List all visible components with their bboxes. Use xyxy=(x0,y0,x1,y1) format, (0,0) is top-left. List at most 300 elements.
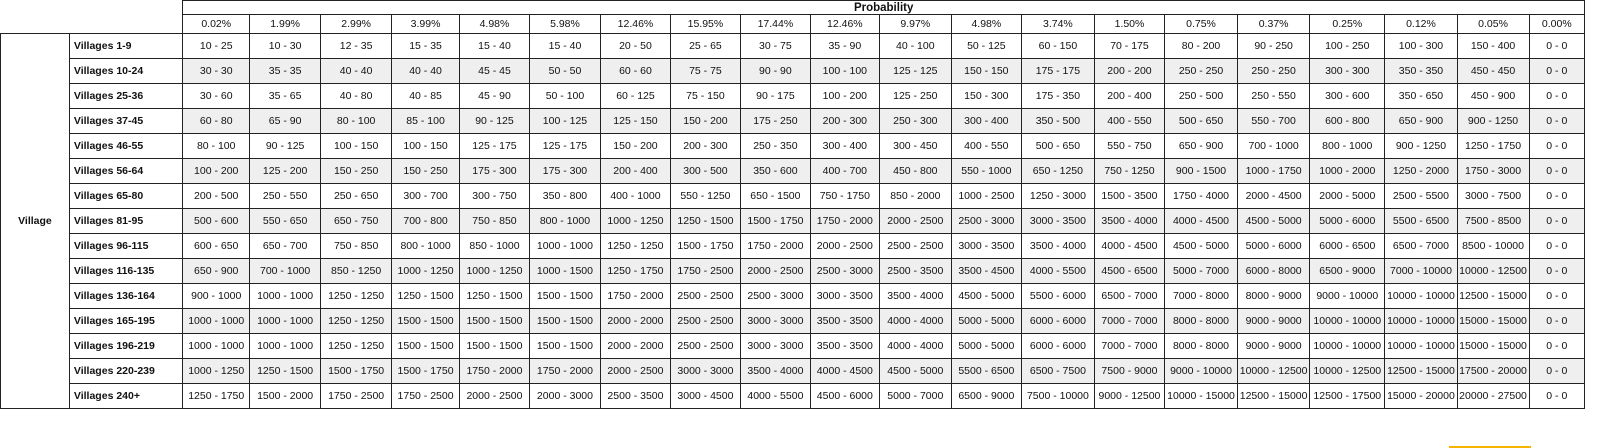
table-row xyxy=(1,334,1585,359)
table-cell: 300 - 300 xyxy=(1310,59,1385,84)
table-cell: 10 - 25 xyxy=(183,34,250,59)
table-cell: 3000 - 3500 xyxy=(951,234,1021,259)
table-cell: 4500 - 6500 xyxy=(1094,259,1164,284)
table-cell: 200 - 400 xyxy=(600,159,670,184)
table-cell: 4000 - 5500 xyxy=(740,384,810,409)
table-cell: 650 - 900 xyxy=(1164,134,1237,159)
table-cell: 2000 - 2500 xyxy=(459,384,529,409)
row-label: Villages 65-80 xyxy=(69,184,182,209)
table-cell: 3500 - 3500 xyxy=(810,334,879,359)
table-cell: 2500 - 2500 xyxy=(670,334,740,359)
table-cell: 10000 - 15000 xyxy=(1164,384,1237,409)
table-cell: 900 - 1500 xyxy=(1164,159,1237,184)
row-label: Villages 136-164 xyxy=(69,284,182,309)
table-cell: 150 - 250 xyxy=(392,159,460,184)
table-cell: 9000 - 12500 xyxy=(1094,384,1164,409)
table-cell: 17500 - 20000 xyxy=(1457,359,1529,384)
table-cell: 1500 - 1500 xyxy=(529,284,600,309)
table-cell: 750 - 1750 xyxy=(810,184,879,209)
table-cell: 1750 - 2000 xyxy=(459,359,529,384)
table-cell: 40 - 40 xyxy=(392,59,460,84)
table-cell: 3500 - 4000 xyxy=(740,359,810,384)
table-cell: 4000 - 4500 xyxy=(810,359,879,384)
table-cell: 125 - 250 xyxy=(879,84,951,109)
table-cell: 5500 - 6500 xyxy=(1385,209,1457,234)
table-cell: 3500 - 3500 xyxy=(810,309,879,334)
table-cell: 3000 - 3000 xyxy=(670,359,740,384)
table-cell: 85 - 100 xyxy=(392,109,460,134)
table-row xyxy=(1,284,1585,309)
probability-header-cell: 1.99% xyxy=(250,15,321,34)
table-cell: 1250 - 1250 xyxy=(321,309,392,334)
probability-header-cell: 12.46% xyxy=(810,15,879,34)
table-cell: 125 - 150 xyxy=(600,109,670,134)
table-cell: 0 - 0 xyxy=(1529,159,1584,184)
table-cell: 12500 - 15000 xyxy=(1457,284,1529,309)
row-label: Villages 96-115 xyxy=(69,234,182,259)
table-cell: 100 - 150 xyxy=(321,134,392,159)
table-cell: 150 - 200 xyxy=(670,109,740,134)
table-cell: 4000 - 4500 xyxy=(1094,234,1164,259)
table-cell: 60 - 80 xyxy=(183,109,250,134)
table-row xyxy=(1,59,1585,84)
table-cell: 0 - 0 xyxy=(1529,284,1584,309)
table-cell: 1250 - 1500 xyxy=(392,284,460,309)
table-cell: 5000 - 7000 xyxy=(879,384,951,409)
table-cell: 125 - 125 xyxy=(879,59,951,84)
table-cell: 1000 - 1500 xyxy=(529,259,600,284)
table-cell: 1750 - 2000 xyxy=(810,209,879,234)
table-cell: 1250 - 1250 xyxy=(321,284,392,309)
table-cell: 12500 - 15000 xyxy=(1385,359,1457,384)
table-cell: 10000 - 10000 xyxy=(1310,334,1385,359)
table-cell: 1250 - 1750 xyxy=(1457,134,1529,159)
table-cell: 1250 - 1500 xyxy=(670,209,740,234)
row-label: Villages 10-24 xyxy=(69,59,182,84)
table-cell: 600 - 800 xyxy=(1310,109,1385,134)
table-cell: 300 - 750 xyxy=(459,184,529,209)
table-cell: 200 - 500 xyxy=(183,184,250,209)
table-cell: 4000 - 4000 xyxy=(879,309,951,334)
row-label: Villages 25-36 xyxy=(69,84,182,109)
table-cell: 1250 - 2000 xyxy=(1385,159,1457,184)
table-cell: 150 - 200 xyxy=(600,134,670,159)
probability-header-cell: 1.50% xyxy=(1094,15,1164,34)
table-cell: 2500 - 2500 xyxy=(879,234,951,259)
table-cell: 1750 - 2500 xyxy=(392,384,460,409)
table-cell: 0 - 0 xyxy=(1529,34,1584,59)
table-cell: 4000 - 4000 xyxy=(879,334,951,359)
table-cell: 10000 - 10000 xyxy=(1385,284,1457,309)
table-cell: 6500 - 9000 xyxy=(951,384,1021,409)
table-cell: 800 - 1000 xyxy=(529,209,600,234)
table-cell: 150 - 250 xyxy=(321,159,392,184)
table-cell: 350 - 600 xyxy=(740,159,810,184)
table-cell: 2000 - 4500 xyxy=(1238,184,1310,209)
table-cell: 250 - 250 xyxy=(1164,59,1237,84)
table-cell: 7000 - 8000 xyxy=(1164,284,1237,309)
table-cell: 100 - 250 xyxy=(1310,34,1385,59)
table-cell: 250 - 300 xyxy=(879,109,951,134)
table-cell: 50 - 100 xyxy=(529,84,600,109)
table-cell: 1000 - 1250 xyxy=(459,259,529,284)
table-cell: 40 - 40 xyxy=(321,59,392,84)
table-cell: 50 - 50 xyxy=(529,59,600,84)
table-cell: 75 - 75 xyxy=(670,59,740,84)
table-cell: 100 - 100 xyxy=(810,59,879,84)
table-cell: 2000 - 5000 xyxy=(1310,184,1385,209)
table-cell: 5000 - 6000 xyxy=(1238,234,1310,259)
table-cell: 1000 - 1000 xyxy=(250,284,321,309)
probability-header-cell: 0.05% xyxy=(1457,15,1529,34)
table-cell: 300 - 600 xyxy=(1310,84,1385,109)
table-row xyxy=(1,84,1585,109)
table-cell: 8000 - 9000 xyxy=(1238,284,1310,309)
table-row xyxy=(1,234,1585,259)
table-cell: 750 - 850 xyxy=(459,209,529,234)
table-cell: 125 - 200 xyxy=(250,159,321,184)
table-cell: 350 - 500 xyxy=(1021,109,1094,134)
row-label: Villages 37-45 xyxy=(69,109,182,134)
table-cell: 250 - 550 xyxy=(1238,84,1310,109)
table-cell: 25 - 65 xyxy=(670,34,740,59)
table-cell: 2500 - 2500 xyxy=(670,284,740,309)
table-cell: 10 - 30 xyxy=(250,34,321,59)
table-cell: 35 - 90 xyxy=(810,34,879,59)
table-cell: 20 - 50 xyxy=(600,34,670,59)
table-cell: 500 - 650 xyxy=(1021,134,1094,159)
table-cell: 600 - 650 xyxy=(183,234,250,259)
table-cell: 0 - 0 xyxy=(1529,184,1584,209)
table-cell: 75 - 150 xyxy=(670,84,740,109)
table-cell: 15000 - 15000 xyxy=(1457,334,1529,359)
table-row xyxy=(1,209,1585,234)
table-cell: 1000 - 1250 xyxy=(392,259,460,284)
table-cell: 850 - 2000 xyxy=(879,184,951,209)
table-cell: 3000 - 3000 xyxy=(740,334,810,359)
table-cell: 1500 - 1500 xyxy=(459,334,529,359)
table-cell: 300 - 400 xyxy=(951,109,1021,134)
table-cell: 1250 - 1250 xyxy=(600,234,670,259)
table-cell: 550 - 700 xyxy=(1238,109,1310,134)
table-cell: 15000 - 20000 xyxy=(1385,384,1457,409)
table-cell: 10000 - 12500 xyxy=(1310,359,1385,384)
table-row xyxy=(1,384,1585,409)
table-cell: 800 - 1000 xyxy=(392,234,460,259)
table-cell: 60 - 150 xyxy=(1021,34,1094,59)
table-cell: 1000 - 2500 xyxy=(951,184,1021,209)
table-cell: 3500 - 4000 xyxy=(1094,209,1164,234)
table-cell: 3500 - 4000 xyxy=(1021,234,1094,259)
table-cell: 350 - 350 xyxy=(1385,59,1457,84)
table-cell: 1500 - 3500 xyxy=(1094,184,1164,209)
row-label: Villages 240+ xyxy=(69,384,182,409)
probability-header-cell: 15.95% xyxy=(670,15,740,34)
table-cell: 1750 - 2000 xyxy=(600,284,670,309)
table-cell: 1000 - 1250 xyxy=(183,359,250,384)
table-cell: 3000 - 3000 xyxy=(740,309,810,334)
table-cell: 250 - 550 xyxy=(250,184,321,209)
table-cell: 6000 - 6000 xyxy=(1021,334,1094,359)
table-cell: 2000 - 2000 xyxy=(600,334,670,359)
table-cell: 0 - 0 xyxy=(1529,309,1584,334)
probability-header-cell: 0.00% xyxy=(1529,15,1584,34)
table-cell: 200 - 300 xyxy=(670,134,740,159)
table-cell: 0 - 0 xyxy=(1529,84,1584,109)
table-row xyxy=(1,134,1585,159)
table-cell: 4500 - 5000 xyxy=(951,284,1021,309)
table-cell: 1250 - 3000 xyxy=(1021,184,1094,209)
row-label: Villages 196-219 xyxy=(69,334,182,359)
table-cell: 1500 - 1750 xyxy=(740,209,810,234)
table-cell: 650 - 750 xyxy=(321,209,392,234)
row-label: Villages 165-195 xyxy=(69,309,182,334)
table-cell: 7500 - 9000 xyxy=(1094,359,1164,384)
table-cell: 250 - 250 xyxy=(1238,59,1310,84)
table-cell: 0 - 0 xyxy=(1529,59,1584,84)
table-cell: 10000 - 12500 xyxy=(1238,359,1310,384)
table-cell: 7000 - 10000 xyxy=(1385,259,1457,284)
table-cell: 7000 - 7000 xyxy=(1094,309,1164,334)
table-cell: 400 - 550 xyxy=(951,134,1021,159)
table-cell: 40 - 80 xyxy=(321,84,392,109)
table-cell: 80 - 200 xyxy=(1164,34,1237,59)
table-cell: 35 - 65 xyxy=(250,84,321,109)
table-cell: 200 - 300 xyxy=(810,109,879,134)
table-cell: 750 - 850 xyxy=(321,234,392,259)
table-cell: 40 - 100 xyxy=(879,34,951,59)
table-cell: 1500 - 1750 xyxy=(670,234,740,259)
table-cell: 125 - 175 xyxy=(459,134,529,159)
table-cell: 35 - 35 xyxy=(250,59,321,84)
table-cell: 45 - 90 xyxy=(459,84,529,109)
table-cell: 300 - 450 xyxy=(879,134,951,159)
probability-header-cell: 9.97% xyxy=(879,15,951,34)
table-cell: 2500 - 3000 xyxy=(810,259,879,284)
table-cell: 100 - 125 xyxy=(529,109,600,134)
table-cell: 1500 - 1750 xyxy=(321,359,392,384)
row-label: Villages 1-9 xyxy=(69,34,182,59)
table-cell: 15 - 35 xyxy=(392,34,460,59)
table-cell: 60 - 60 xyxy=(600,59,670,84)
table-cell: 90 - 175 xyxy=(740,84,810,109)
table-cell: 1250 - 1750 xyxy=(600,259,670,284)
table-cell: 0 - 0 xyxy=(1529,334,1584,359)
table-cell: 80 - 100 xyxy=(321,109,392,134)
table-cell: 700 - 1000 xyxy=(250,259,321,284)
table-cell: 3000 - 3500 xyxy=(810,284,879,309)
table-cell: 2500 - 3000 xyxy=(740,284,810,309)
table-cell: 175 - 300 xyxy=(529,159,600,184)
probability-header-cell: 3.74% xyxy=(1021,15,1094,34)
table-cell: 300 - 700 xyxy=(392,184,460,209)
table-cell: 150 - 150 xyxy=(951,59,1021,84)
table-cell: 300 - 400 xyxy=(810,134,879,159)
table-cell: 9000 - 10000 xyxy=(1164,359,1237,384)
table-cell: 2500 - 5500 xyxy=(1385,184,1457,209)
probability-group-header: Probability xyxy=(183,1,1585,15)
table-cell: 250 - 350 xyxy=(740,134,810,159)
table-cell: 650 - 700 xyxy=(250,234,321,259)
table-cell: 800 - 1000 xyxy=(1310,134,1385,159)
table-cell: 2500 - 2500 xyxy=(670,309,740,334)
table-cell: 750 - 1250 xyxy=(1094,159,1164,184)
table-cell: 30 - 75 xyxy=(740,34,810,59)
table-cell: 65 - 90 xyxy=(250,109,321,134)
table-cell: 5500 - 6500 xyxy=(951,359,1021,384)
table-body xyxy=(1,34,1585,409)
table-cell: 550 - 1000 xyxy=(951,159,1021,184)
table-cell: 45 - 45 xyxy=(459,59,529,84)
probability-header-cell: 12.46% xyxy=(600,15,670,34)
table-cell: 5000 - 5000 xyxy=(951,309,1021,334)
table-cell: 6000 - 8000 xyxy=(1238,259,1310,284)
probability-header-cell: 0.12% xyxy=(1385,15,1457,34)
table-row xyxy=(1,34,1585,59)
table-cell: 3000 - 3500 xyxy=(1021,209,1094,234)
table-cell: 4000 - 4500 xyxy=(1164,209,1237,234)
table-cell: 400 - 700 xyxy=(810,159,879,184)
table-cell: 8500 - 10000 xyxy=(1457,234,1529,259)
table-cell: 10000 - 12500 xyxy=(1457,259,1529,284)
table-cell: 5500 - 6000 xyxy=(1021,284,1094,309)
table-cell: 0 - 0 xyxy=(1529,259,1584,284)
table-cell: 175 - 350 xyxy=(1021,84,1094,109)
table-cell: 6500 - 7500 xyxy=(1021,359,1094,384)
table-cell: 9000 - 10000 xyxy=(1310,284,1385,309)
header-corner xyxy=(1,1,183,34)
table-cell: 300 - 500 xyxy=(670,159,740,184)
table-cell: 80 - 100 xyxy=(183,134,250,159)
table-cell: 30 - 30 xyxy=(183,59,250,84)
table-cell: 175 - 250 xyxy=(740,109,810,134)
table-cell: 100 - 200 xyxy=(810,84,879,109)
table-cell: 450 - 450 xyxy=(1457,59,1529,84)
probability-header-cell: 0.75% xyxy=(1164,15,1237,34)
table-cell: 0 - 0 xyxy=(1529,134,1584,159)
table-cell: 1500 - 1500 xyxy=(529,334,600,359)
table-cell: 8000 - 8000 xyxy=(1164,334,1237,359)
table-cell: 1750 - 2500 xyxy=(321,384,392,409)
table-cell: 200 - 400 xyxy=(1094,84,1164,109)
table-cell: 15 - 40 xyxy=(529,34,600,59)
table-cell: 1000 - 1000 xyxy=(183,334,250,359)
table-row xyxy=(1,184,1585,209)
table-cell: 1000 - 2000 xyxy=(1310,159,1385,184)
table-cell: 1000 - 1000 xyxy=(529,234,600,259)
table-cell: 3500 - 4500 xyxy=(951,259,1021,284)
row-group-label: Village xyxy=(1,34,70,409)
table-cell: 12 - 35 xyxy=(321,34,392,59)
table-cell: 1000 - 1750 xyxy=(1238,159,1310,184)
table-cell: 3500 - 4000 xyxy=(879,284,951,309)
probability-header-cell: 0.25% xyxy=(1310,15,1385,34)
table-cell: 150 - 400 xyxy=(1457,34,1529,59)
probability-header-cell: 5.98% xyxy=(529,15,600,34)
table-cell: 5000 - 5000 xyxy=(951,334,1021,359)
table-cell: 500 - 650 xyxy=(1164,109,1237,134)
table-cell: 4500 - 6000 xyxy=(810,384,879,409)
table-cell: 90 - 125 xyxy=(459,109,529,134)
table-cell: 50 - 125 xyxy=(951,34,1021,59)
table-cell: 1750 - 4000 xyxy=(1164,184,1237,209)
table-row xyxy=(1,159,1585,184)
table-cell: 850 - 1250 xyxy=(321,259,392,284)
table-cell: 60 - 125 xyxy=(600,84,670,109)
table-cell: 650 - 1250 xyxy=(1021,159,1094,184)
table-cell: 5000 - 7000 xyxy=(1164,259,1237,284)
table-row xyxy=(1,309,1585,334)
table-cell: 650 - 900 xyxy=(183,259,250,284)
row-label: Villages 220-239 xyxy=(69,359,182,384)
table-cell: 5000 - 6000 xyxy=(1310,209,1385,234)
table-cell: 1250 - 1750 xyxy=(183,384,250,409)
table-cell: 550 - 650 xyxy=(250,209,321,234)
table-cell: 7000 - 7000 xyxy=(1094,334,1164,359)
table-cell: 250 - 500 xyxy=(1164,84,1237,109)
probability-header-cell: 2.99% xyxy=(321,15,392,34)
probability-header-cell: 4.98% xyxy=(951,15,1021,34)
table-cell: 12500 - 15000 xyxy=(1238,384,1310,409)
table-cell: 100 - 200 xyxy=(183,159,250,184)
table-cell: 10000 - 10000 xyxy=(1385,309,1457,334)
table-cell: 450 - 900 xyxy=(1457,84,1529,109)
table-cell: 1500 - 1750 xyxy=(392,359,460,384)
row-label: Villages 116-135 xyxy=(69,259,182,284)
table-cell: 3000 - 4500 xyxy=(670,384,740,409)
table-cell: 10000 - 10000 xyxy=(1310,309,1385,334)
table-cell: 6500 - 9000 xyxy=(1310,259,1385,284)
table-cell: 8000 - 8000 xyxy=(1164,309,1237,334)
table-cell: 1500 - 1500 xyxy=(529,309,600,334)
table-cell: 6000 - 6500 xyxy=(1310,234,1385,259)
table-cell: 2000 - 2000 xyxy=(600,309,670,334)
table-cell: 9000 - 9000 xyxy=(1238,309,1310,334)
table-cell: 40 - 85 xyxy=(392,84,460,109)
table-cell: 1750 - 2000 xyxy=(740,234,810,259)
table-cell: 2000 - 2500 xyxy=(879,209,951,234)
probability-header-cell: 0.37% xyxy=(1238,15,1310,34)
table-cell: 2000 - 2500 xyxy=(740,259,810,284)
table-cell: 150 - 300 xyxy=(951,84,1021,109)
table-cell: 3000 - 7500 xyxy=(1457,184,1529,209)
table-cell: 1000 - 1000 xyxy=(250,334,321,359)
table-cell: 12500 - 17500 xyxy=(1310,384,1385,409)
row-label: Villages 46-55 xyxy=(69,134,182,159)
table-cell: 400 - 1000 xyxy=(600,184,670,209)
table-cell: 175 - 175 xyxy=(1021,59,1094,84)
table-cell: 1250 - 1250 xyxy=(321,334,392,359)
table-cell: 125 - 175 xyxy=(529,134,600,159)
table-cell: 500 - 600 xyxy=(183,209,250,234)
table-cell: 100 - 300 xyxy=(1385,34,1457,59)
table-cell: 4000 - 5500 xyxy=(1021,259,1094,284)
table-cell: 0 - 0 xyxy=(1529,109,1584,134)
table-cell: 20000 - 27500 xyxy=(1457,384,1529,409)
table-cell: 2000 - 2500 xyxy=(600,359,670,384)
table-cell: 0 - 0 xyxy=(1529,234,1584,259)
table-cell: 10000 - 10000 xyxy=(1385,334,1457,359)
table-cell: 7500 - 8500 xyxy=(1457,209,1529,234)
table-cell: 6000 - 6000 xyxy=(1021,309,1094,334)
table-cell: 2000 - 3000 xyxy=(529,384,600,409)
table-cell: 70 - 175 xyxy=(1094,34,1164,59)
probability-header-cell: 3.99% xyxy=(392,15,460,34)
table-cell: 100 - 150 xyxy=(392,134,460,159)
table-cell: 30 - 60 xyxy=(183,84,250,109)
row-label: Villages 56-64 xyxy=(69,159,182,184)
header-row-group xyxy=(1,1,1585,15)
